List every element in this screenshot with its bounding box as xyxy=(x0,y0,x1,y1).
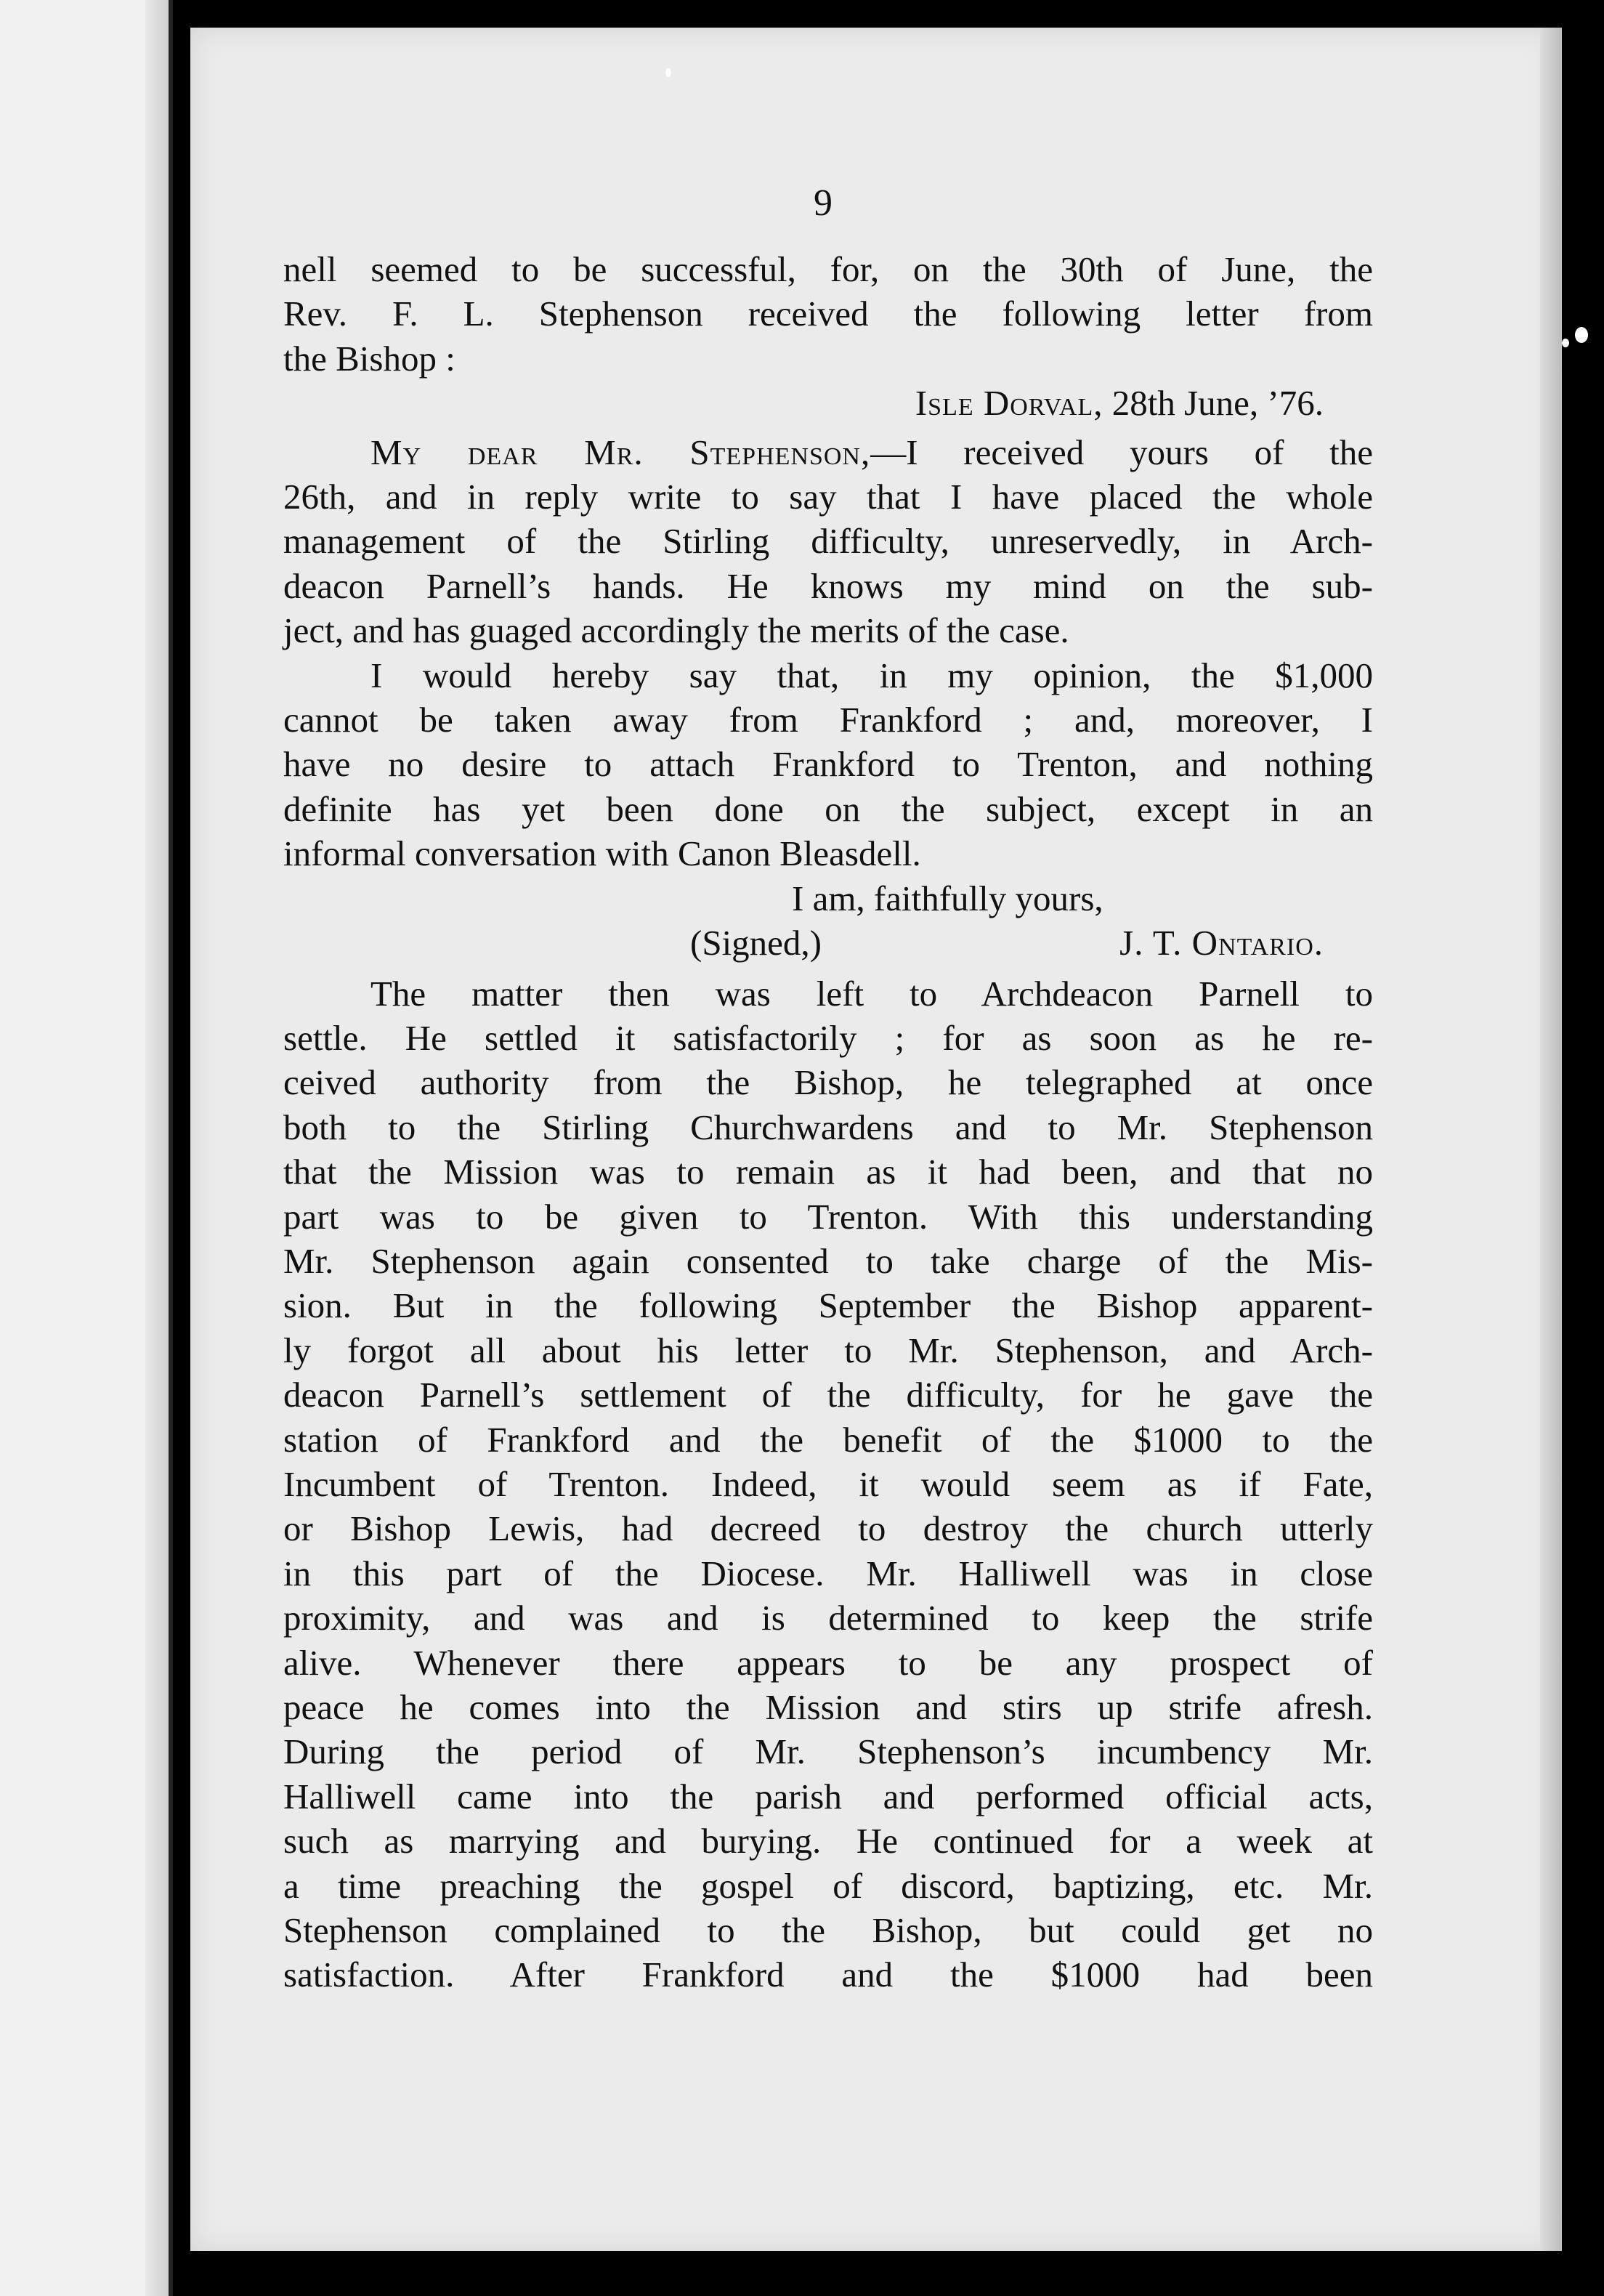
text-line: in this part of the Diocese. Mr. Halliwell was in close xyxy=(283,1553,1373,1593)
text-line: that the Mission was to remain as it had been, and that no xyxy=(283,1152,1373,1192)
text-line: definite has yet been done on the subject, except in an xyxy=(283,788,1373,829)
text-line: a time preaching the gospel of discord, baptizing, etc. Mr. xyxy=(283,1865,1373,1906)
text-line: settle. He settled it satisfactorily ; for as soon as he re- xyxy=(283,1017,1373,1058)
paragraph-narrative xyxy=(283,971,1373,1997)
signature-line xyxy=(283,921,1373,965)
paragraph-intro xyxy=(283,247,1373,381)
text-line: During the period of Mr. Stephenson’s incumbency Mr. xyxy=(283,1731,1373,1772)
page-number: 9 xyxy=(814,182,833,224)
text-line: both to the Stirling Churchwardens and to Mr. Stephenson xyxy=(283,1107,1373,1147)
scan-speck xyxy=(665,68,671,77)
letter-closing: I am, faithfully yours, xyxy=(792,878,1103,918)
letter-paragraph-2 xyxy=(283,653,1373,876)
salutation: My dear Mr. Stephenson, xyxy=(370,432,871,472)
text-line: Incumbent of Trenton. Indeed, it would seem as if Fate, xyxy=(283,1463,1373,1504)
text-line: nell seemed to be successful, for, on the 30th of June, the xyxy=(283,249,1373,289)
text-line: sion. But in the following September the Bishop apparent- xyxy=(283,1285,1373,1326)
scan-speck xyxy=(1562,339,1569,347)
text-line: Stephenson complained to the Bishop, but could get no xyxy=(283,1910,1373,1951)
text-line: Mr. Stephenson again consented to take charge of the Mis- xyxy=(283,1240,1373,1281)
text-span: —I received yours of the xyxy=(870,432,1373,472)
text-line: proximity, and was and is determined to keep the strife xyxy=(283,1598,1373,1638)
letter-dateline xyxy=(283,381,1373,425)
text-line: part was to be given to Trenton. With this understanding xyxy=(283,1196,1373,1237)
text-line: satisfaction. After Frankford and the $1000 had been xyxy=(283,1955,1373,1995)
body-text xyxy=(283,247,1373,1997)
text-line: informal conversation with Canon Bleasdell. xyxy=(283,833,921,874)
text-line: peace he comes into the Mission and stirs up strife afresh. xyxy=(283,1687,1373,1727)
text-line: ject, and has guaged accordingly the merits of the case. xyxy=(283,610,1069,651)
text-line: such as marrying and burying. He continued for a week at xyxy=(283,1821,1373,1862)
page-edge xyxy=(1540,28,1562,2251)
text-line: or Bishop Lewis, had decreed to destroy the church utterly xyxy=(283,1508,1373,1549)
dateline-date: 28th June, ’76. xyxy=(1111,383,1324,424)
text-line xyxy=(283,430,1373,474)
text-line: deacon Parnell’s settlement of the difficulty, for he gave the xyxy=(283,1375,1373,1415)
dateline-place: Isle Dorval, xyxy=(915,383,1103,424)
text-line: have no desire to attach Frankford to Trenton, and nothing xyxy=(283,744,1373,785)
letter-paragraph-1 xyxy=(283,430,1373,653)
signed-label: (Signed,) xyxy=(690,923,822,963)
text-line: Halliwell came into the parish and performed official acts, xyxy=(283,1776,1373,1816)
signatory: J. T. Ontario. xyxy=(1119,923,1324,963)
gutter-shadow xyxy=(145,0,169,2296)
text-line: Rev. F. L. Stephenson received the following letter from xyxy=(283,294,1373,334)
text-line: cannot be taken away from Frankford ; and, moreover, I xyxy=(283,700,1373,740)
text-line: ly forgot all about his letter to Mr. Stephenson, and Arch- xyxy=(283,1330,1373,1370)
text-line: alive. Whenever there appears to be any prospect of xyxy=(283,1642,1373,1683)
text-line: I would hereby say that, in my opinion, the $1,000 xyxy=(370,655,1373,695)
text-line: management of the Stirling difficulty, unreservedly, in Arch- xyxy=(283,521,1373,562)
text-line: station of Frankford and the benefit of the $1000 to the xyxy=(283,1419,1373,1460)
text-line: 26th, and in reply write to say that I have placed the whole xyxy=(283,477,1373,517)
text-line: The matter then was left to Archdeacon Parnell to xyxy=(370,973,1373,1014)
text-line: the Bishop : xyxy=(283,338,455,379)
text-line: ceived authority from the Bishop, he telegraphed at once xyxy=(283,1062,1373,1103)
text-line: deacon Parnell’s hands. He knows my mind on the sub- xyxy=(283,565,1373,606)
scan-speck xyxy=(1575,327,1588,343)
